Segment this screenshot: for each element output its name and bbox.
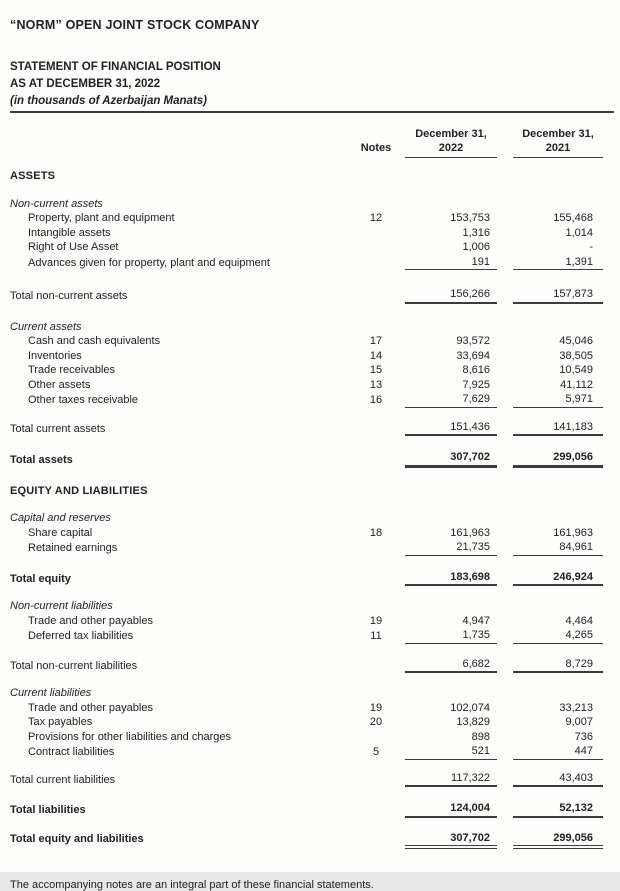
header-rule	[10, 111, 614, 113]
row-amount-2021: 38,505	[559, 349, 593, 362]
row-amount-2021: 736	[574, 730, 593, 743]
col-2021-header	[513, 127, 603, 158]
row-label: Property, plant and equipment	[28, 212, 175, 224]
table-row	[10, 484, 620, 499]
table-row	[10, 801, 620, 818]
row-amount-2021: 157,873	[513, 287, 603, 304]
row-label: Total assets	[10, 454, 73, 466]
row-amount-2022: 1,316	[462, 226, 490, 239]
row-label: Retained earnings	[28, 542, 118, 554]
row-amount-2022: 21,735	[405, 540, 497, 556]
table-row	[10, 169, 620, 184]
row-amount-2021: 33,213	[559, 701, 593, 714]
row-amount-2022: 161,963	[450, 526, 490, 539]
row-label: Inventories	[28, 349, 82, 362]
row-amount-2022: 1,735	[405, 628, 497, 644]
row-label: Other assets	[28, 378, 91, 391]
row-note: 14	[369, 349, 383, 362]
row-amount-2021: 41,112	[560, 378, 593, 391]
table-row	[10, 349, 620, 364]
row-label: Total non-current liabilities	[10, 659, 138, 672]
row-amount-2022: 13,829	[456, 716, 490, 728]
row-note: 18	[369, 526, 383, 539]
table-row	[10, 614, 620, 629]
row-label: Contract liabilities	[28, 746, 115, 758]
row-amount-2022: 6,682	[405, 657, 497, 674]
row-note: 16	[369, 394, 383, 406]
table-row	[10, 378, 620, 393]
row-note: 19	[369, 701, 383, 714]
row-label: Capital and reserves	[10, 512, 111, 524]
table-row	[10, 226, 620, 241]
table-row	[10, 701, 620, 716]
row-amount-2022: 307,702	[405, 831, 497, 847]
company-title: “NORM” OPEN JOINT STOCK COMPANY	[10, 18, 260, 32]
row-label: Trade receivables	[28, 364, 116, 376]
row-amount-2021: 84,961	[513, 540, 603, 556]
row-label: Total liabilities	[10, 804, 86, 816]
table-row	[10, 511, 620, 526]
table-row	[10, 287, 620, 304]
table-row	[10, 197, 620, 212]
statement-date: AS AT DECEMBER 31, 2022	[10, 78, 161, 90]
table-row	[10, 599, 620, 614]
row-amount-2022: 156,266	[405, 287, 497, 304]
table-row	[10, 540, 620, 556]
row-label: Cash and cash equivalents	[28, 335, 161, 347]
row-amount-2021: 246,924	[513, 570, 603, 587]
row-amount-2021: 8,729	[513, 657, 603, 674]
table-row	[10, 657, 620, 674]
row-amount-2022: 117,322	[405, 771, 497, 788]
row-label: Total equity	[10, 572, 71, 585]
row-note: 12	[369, 212, 383, 224]
statement-table-body	[10, 169, 620, 846]
row-amount-2021: 5,971	[513, 392, 603, 408]
row-label: Right of Use Asset	[28, 241, 119, 253]
table-row	[10, 715, 620, 730]
row-note: 19	[369, 614, 383, 627]
table-row	[10, 211, 620, 226]
statement-title: STATEMENT OF FINANCIAL POSITION	[10, 61, 221, 73]
row-label: EQUITY AND LIABILITIES	[10, 484, 148, 497]
row-amount-2022: 33,694	[456, 349, 490, 362]
table-row	[10, 526, 620, 541]
table-row	[10, 570, 620, 587]
statement-header	[10, 59, 620, 113]
row-amount-2022: 8,616	[462, 364, 490, 376]
table-row	[10, 686, 620, 701]
row-label: Share capital	[28, 526, 93, 539]
row-amount-2021: 1,391	[513, 255, 603, 271]
row-amount-2022: 4,947	[462, 614, 490, 627]
table-row	[10, 831, 620, 847]
row-note: 13	[369, 378, 383, 391]
row-label: Total non-current assets	[10, 290, 128, 302]
row-label: Total current assets	[10, 422, 106, 435]
row-note: 17	[369, 335, 383, 347]
row-note: 11	[370, 630, 382, 642]
row-label: Other taxes receivable	[28, 394, 139, 406]
table-row	[10, 240, 620, 255]
row-amount-2021: 4,464	[565, 614, 593, 627]
row-amount-2021: 299,056	[513, 831, 603, 847]
row-amount-2021: 45,046	[559, 335, 593, 347]
currency-note: (in thousands of Azerbaijan Manats)	[10, 95, 208, 107]
row-amount-2022: 898	[471, 730, 490, 743]
row-label: Deferred tax liabilities	[28, 630, 134, 642]
row-amount-2021: 447	[513, 744, 603, 760]
row-label: Advances given for property, plant and equipment	[28, 256, 270, 269]
row-amount-2021: -	[589, 241, 593, 253]
row-amount-2021: 299,056	[513, 450, 603, 468]
col-2021-header-line2: 2021	[545, 142, 571, 154]
row-amount-2022: 153,753	[450, 212, 490, 224]
col-2022-header	[405, 127, 497, 158]
table-row	[10, 420, 620, 437]
column-header-row	[10, 127, 620, 158]
row-amount-2022: 183,698	[405, 570, 497, 587]
col-2022-header-line1: December 31,	[415, 128, 487, 140]
table-row	[10, 255, 620, 271]
table-row	[10, 363, 620, 378]
row-amount-2021: 10,549	[559, 364, 593, 376]
row-amount-2021: 161,963	[553, 526, 593, 539]
row-label: Tax payables	[28, 716, 93, 728]
row-amount-2022: 521	[405, 744, 497, 760]
row-amount-2021: 141,183	[513, 420, 603, 437]
row-amount-2021: 4,265	[513, 628, 603, 644]
col-2021-header-line1: December 31,	[522, 128, 594, 140]
table-row	[10, 334, 620, 349]
notes-column-header: Notes	[360, 141, 392, 154]
row-amount-2021: 1,014	[565, 226, 593, 239]
table-row	[10, 771, 620, 788]
row-label: Trade and other payables	[28, 701, 153, 714]
table-row	[10, 744, 620, 760]
row-amount-2022: 7,925	[462, 378, 490, 391]
row-label: Trade and other payables	[28, 614, 153, 627]
row-amount-2021: 52,132	[513, 801, 603, 818]
row-label: Provisions for other liabilities and charges	[28, 730, 231, 743]
row-label: Current liabilities	[10, 687, 92, 699]
row-label: Non-current liabilities	[10, 600, 113, 612]
table-row	[10, 730, 620, 745]
row-label: Non-current assets	[10, 197, 103, 210]
row-label: ASSETS	[10, 170, 56, 182]
row-label: Total equity and liabilities	[10, 832, 144, 845]
table-row	[10, 320, 620, 335]
row-amount-2022: 93,572	[456, 335, 490, 347]
row-amount-2022: 1,006	[462, 241, 490, 253]
col-2022-header-line2: 2022	[438, 142, 464, 154]
row-amount-2022: 124,004	[405, 801, 497, 818]
row-note: 5	[372, 746, 380, 758]
row-amount-2021: 155,468	[553, 212, 593, 224]
row-amount-2022: 7,629	[405, 392, 497, 408]
row-label: Current assets	[10, 320, 82, 333]
table-row	[10, 628, 620, 644]
table-row	[10, 450, 620, 468]
row-amount-2022: 191	[405, 255, 497, 271]
row-label: Intangible assets	[28, 226, 111, 239]
row-label: Total current liabilities	[10, 773, 116, 786]
row-amount-2022: 102,074	[450, 701, 490, 714]
footer-note: The accompanying notes are an integral part of these financial statements.	[10, 879, 374, 891]
table-row	[10, 392, 620, 408]
row-amount-2022: 307,702	[405, 450, 497, 468]
row-note: 15	[369, 364, 383, 376]
row-note: 20	[369, 716, 383, 728]
row-amount-2021: 9,007	[565, 716, 593, 728]
row-amount-2022: 151,436	[405, 420, 497, 437]
row-amount-2021: 43,403	[513, 771, 603, 788]
